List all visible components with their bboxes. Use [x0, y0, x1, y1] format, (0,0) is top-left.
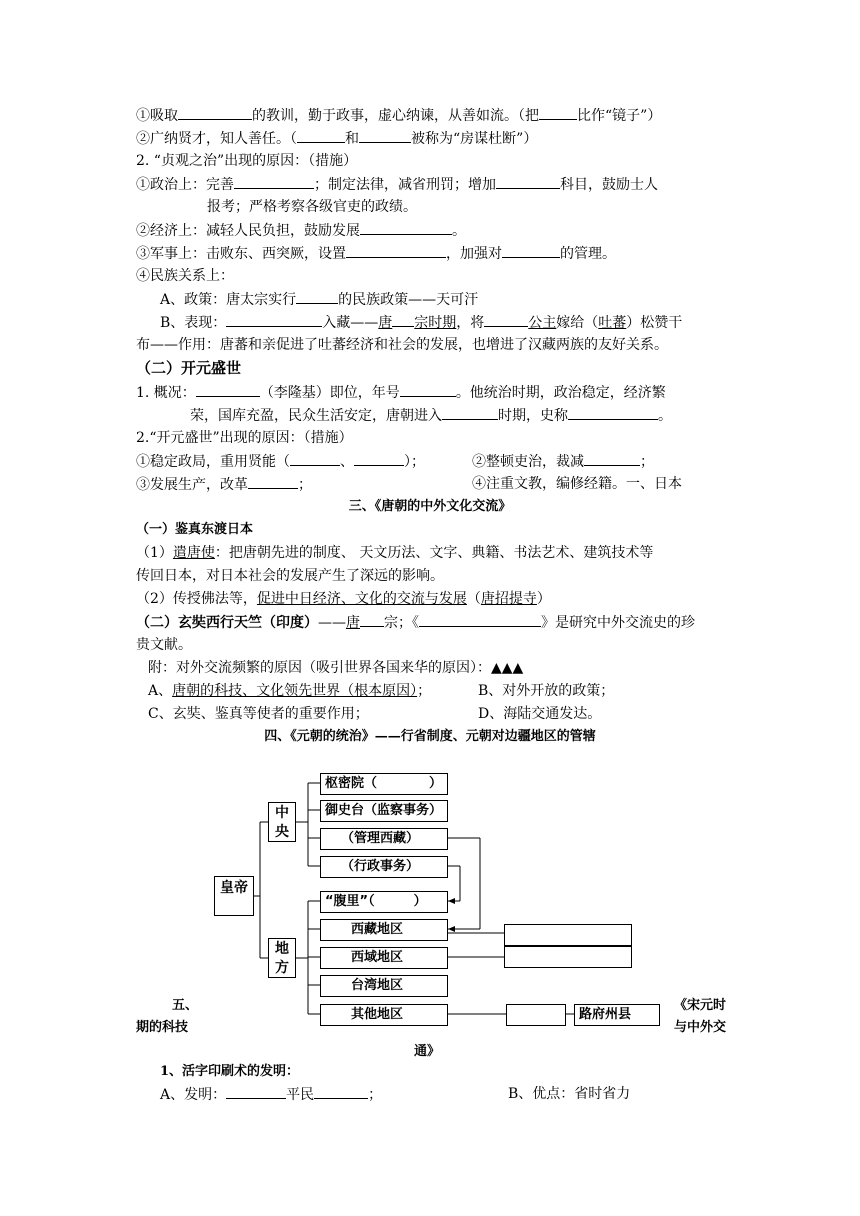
blank-box: [506, 1004, 566, 1026]
text: （: [466, 591, 481, 607]
text: 的管理。: [560, 246, 616, 262]
text-line: 2.“开元盛世”出现的原因：（措施）: [136, 430, 353, 446]
text-line: 布——作用：唐蕃和亲促进了吐蕃经济和社会的发展，也增进了汉藏两族的友好关系。: [136, 337, 668, 353]
text: 。他统治时期，政治稳定，经济繁: [455, 385, 666, 401]
central-item-box: 枢密院（ ）: [320, 773, 448, 795]
blank: [314, 1084, 368, 1099]
text: B、表现：: [160, 315, 227, 331]
section-title-part: 《宋元时: [674, 998, 727, 1013]
central-box: 中央: [268, 802, 296, 842]
section-title-part: 五、: [172, 998, 199, 1013]
text: 遣唐使: [172, 545, 215, 561]
text: ②广纳贤才，知人善任。（: [136, 131, 297, 147]
text: 。: [658, 408, 672, 424]
text-line: [160, 1084, 382, 1105]
text: 时期，史称: [498, 408, 568, 424]
local-item-box: 台湾地区: [320, 975, 448, 997]
text: A、: [148, 683, 173, 699]
text: 平民: [286, 1087, 315, 1103]
text: 唐: [378, 315, 393, 331]
text-line: 贵文献。: [136, 637, 192, 653]
local-box: 地方: [268, 938, 296, 978]
text: 唐朝的科技、文化领先世界（根本原因）: [172, 683, 418, 699]
text: 宗时期: [414, 315, 457, 331]
text: 和: [345, 131, 359, 147]
text-line: 报考；严格考察各级官吏的政绩。: [207, 199, 417, 215]
text: （李隆基）即位，年号: [259, 385, 400, 401]
central-item-box: 御史台（监察事务）: [320, 800, 448, 822]
central-item-box: （行政事务）: [320, 856, 448, 878]
text: 被称为“房谋杜断”）: [411, 131, 538, 147]
text-line: ④注重文教，编修经籍。一、日本: [472, 476, 682, 492]
text-line: B、优点：省时省力: [508, 1086, 631, 1102]
text: 。: [452, 223, 466, 239]
heading: （一）鉴真东渡日本: [136, 522, 254, 537]
text: 荣，国库充盈，民众生活安定，唐朝进入: [190, 408, 442, 424]
blank-box: [504, 946, 632, 968]
section-title-part: 通》: [414, 1044, 441, 1059]
section-title: 三、《唐朝的中外文化交流》: [348, 499, 512, 514]
text: 》是研究中外交流史的珍: [541, 615, 695, 631]
text: ；: [417, 683, 432, 699]
text: 嫁给（: [556, 315, 599, 331]
text: 吐蕃: [598, 315, 627, 331]
local-item-box: 西藏地区: [320, 919, 448, 941]
text: （2）传授佛法等，: [136, 591, 257, 607]
section-title-part: 与中外交: [674, 1020, 727, 1035]
text: ——: [318, 615, 346, 631]
text: ，将: [456, 315, 485, 331]
section-title: 四、《元朝的统治》——行省制度、元朝对边疆地区的管辖: [264, 729, 596, 744]
text: A、政策：唐太宗实行: [160, 292, 297, 308]
text: 宗: [384, 615, 398, 631]
text: （二）玄奘西行天竺（印度）: [136, 615, 318, 631]
text: （1）: [136, 545, 173, 561]
text: ）松赞干: [626, 315, 683, 331]
text: 的民族政策——天可汗: [338, 292, 479, 308]
emperor-box: 皇帝: [214, 876, 254, 916]
text: ；: [298, 477, 312, 493]
text: ）: [536, 591, 551, 607]
text: 比作“镜子”）: [577, 108, 662, 124]
text: ，加强对: [446, 246, 502, 262]
text: ①政治上：完善: [136, 177, 234, 193]
text: 唐: [346, 615, 360, 631]
central-item-box: （管理西藏）: [320, 828, 448, 850]
text: 促进中日经济、文化的交流与发展: [256, 591, 467, 607]
text-line: 附：对外交流频繁的原因（吸引世界各国来华的原因）：▲▲▲: [148, 660, 524, 676]
blank: [226, 1084, 286, 1099]
text-line: B、对外开放的政策；: [478, 683, 615, 699]
text-line: D、海陆交通发达。: [478, 706, 602, 722]
text: ①稳定政局，重用贤能（: [136, 454, 290, 470]
text: ）；: [404, 454, 425, 470]
text: 1. 概况：: [136, 385, 196, 401]
text: ①吸取: [136, 108, 178, 124]
text-line: ④民族关系上：: [136, 268, 234, 284]
text: ②整顿吏治，裁减: [472, 454, 584, 470]
local-item-box: “腹里”（ ）: [320, 891, 448, 913]
text-line: 2. “贞观之治”出现的原因：（措施）: [136, 153, 358, 169]
text: ；: [368, 1087, 383, 1103]
text: ；《: [398, 615, 419, 631]
heading: （二）开元盛世: [136, 359, 242, 377]
blank-box: [504, 924, 632, 946]
section-title-part: 期的科技: [136, 1020, 189, 1035]
local-item-box: 路府州县: [574, 1004, 660, 1026]
text-line: 传回日本，对日本社会的发展产生了深远的影响。: [136, 568, 444, 584]
text: ②经济上：减轻人民负担，鼓励发展: [136, 223, 360, 239]
text: ：把唐朝先进的制度、 天文历法、文字、典籍、书法艺术、建筑技术等: [214, 545, 654, 561]
text: 唐招提寺: [480, 591, 537, 607]
text: 的教训，勤于政事，虚心纳谏，从善如流。（把: [252, 108, 539, 124]
text: ③军事上：击败东、西突厥，设置: [136, 246, 346, 262]
local-item-box: 西域地区: [320, 947, 448, 969]
text: 入藏——: [322, 315, 379, 331]
text: A、发明：: [160, 1087, 227, 1103]
heading: 1、活字印刷术的发明：: [160, 1064, 300, 1079]
text-line: C、玄奘、鉴真等使者的重要作用；: [148, 706, 369, 722]
text: 、: [340, 454, 354, 470]
text: ；: [640, 454, 654, 470]
text: ③发展生产，改革: [136, 477, 248, 493]
text: 公主: [528, 315, 557, 331]
text: ；制定法律，减省刑罚；增加: [314, 177, 496, 193]
local-item-box: 其他地区: [320, 1004, 448, 1026]
text: 科目，鼓励士人: [560, 177, 658, 193]
